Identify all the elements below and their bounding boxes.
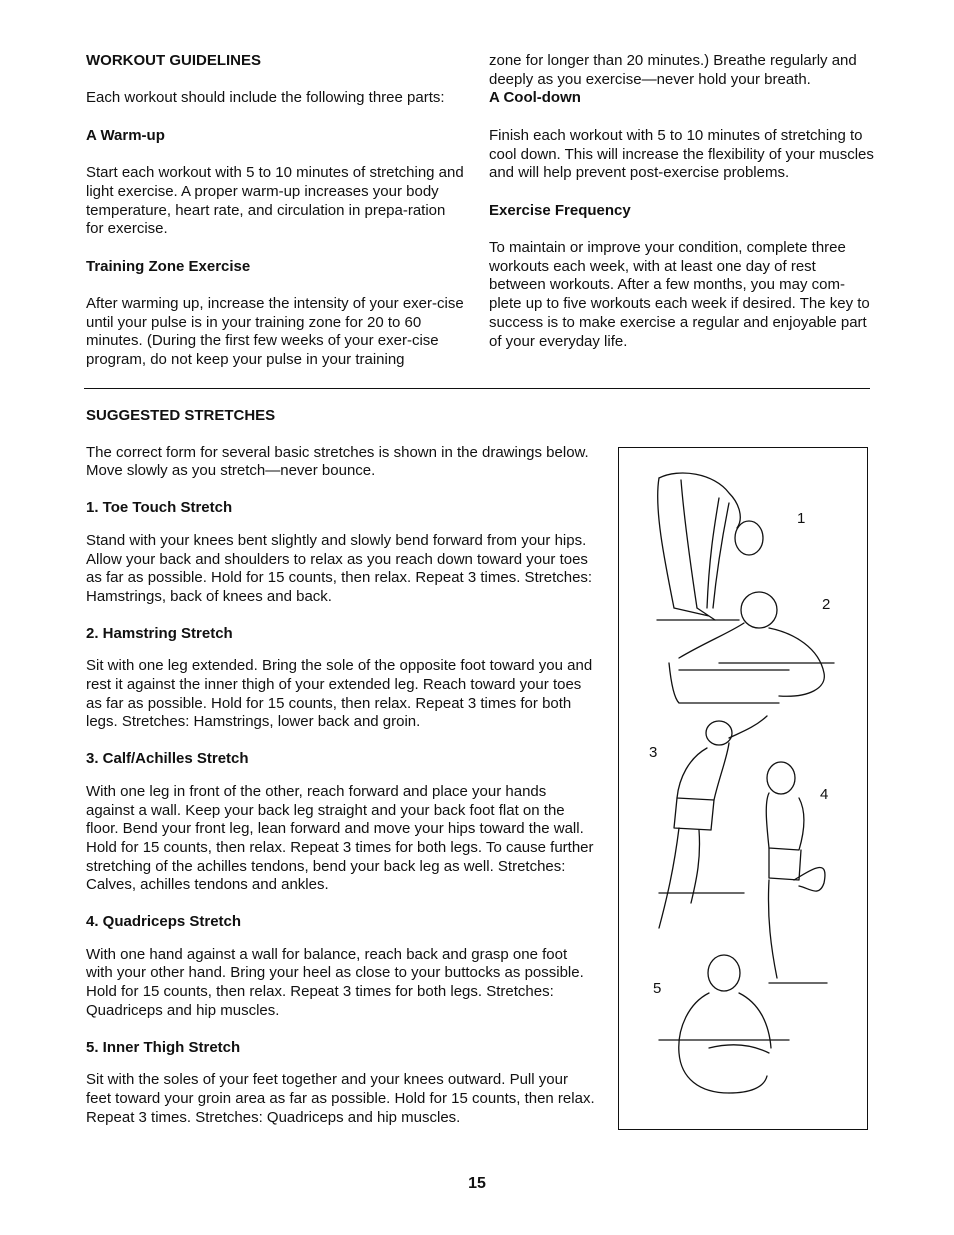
stretches-section xyxy=(86,407,596,1127)
figure-label-5: 5 xyxy=(653,980,662,997)
calf-stretch-figure xyxy=(659,716,767,928)
inner-thigh-figure xyxy=(659,955,789,1093)
guidelines-left-column xyxy=(86,52,466,370)
warmup-heading: A Warm-up xyxy=(86,126,165,144)
warmup-text: Start each workout with 5 to 10 minutes of stretching and light exercise. A proper warm-up increases your body temperature, heart rate, and circulation in prepa-ration for exercise. xyxy=(86,164,464,238)
training-text-continued: zone for longer than 20 minutes.) Breathe regularly and deeply as you exercise—never hold your breath. xyxy=(489,52,857,88)
cooldown-text: Finish each workout with 5 to 10 minutes of stretching to cool down. This will increase the flexibility of your muscles and will help prevent post-exercise problems. xyxy=(489,126,874,182)
stretches-intro: The correct form for several basic stretches is shown in the drawings below. Move slowly as you stretch—never bounce. xyxy=(86,443,589,480)
figure-label-1: 1 xyxy=(797,510,806,527)
figure-label-3: 3 xyxy=(649,744,658,761)
cooldown-heading: A Cool-down xyxy=(489,89,581,107)
guidelines-title: WORKOUT GUIDELINES xyxy=(86,52,261,69)
frequency-heading: Exercise Frequency xyxy=(489,201,631,219)
stretch-text: With one leg in front of the other, reach forward and place your hands against a wall. Keep your back leg straight and your back foot flat on the floor. Bend your front leg, lean forward and move your hips toward the wall. Hold for 15 counts, then relax. Repeat 3 times for both legs. To cause further stretching of the achilles tendons, bend your back leg as well. Stretches: Calves, achilles tendons and ankles. xyxy=(86,782,594,894)
stretch-heading: 5. Inner Thigh Stretch xyxy=(86,1038,241,1056)
training-heading: Training Zone Exercise xyxy=(86,257,251,275)
stretch-heading: 3. Calf/Achilles Stretch xyxy=(86,750,249,768)
stretch-text: Sit with the soles of your feet together and your knees outward. Pull your feet toward your groin area as far as possible. Hold for 15 counts, then relax. Repeat 3 times. Stretches: Quadriceps and hip muscles. xyxy=(86,1071,595,1126)
guidelines-intro: Each workout should include the following three parts: xyxy=(86,89,445,107)
stretch-drawings xyxy=(619,448,867,1129)
frequency-text: To maintain or improve your condition, complete three workouts each week, with at least one day of rest between workouts. After a few months, you may com-plete up to five workouts each week if desired. The key to success is to make exercise a regular and enjoyable part of your everyday life. xyxy=(489,238,870,350)
quadriceps-figure xyxy=(766,762,827,983)
toe-touch-figure xyxy=(657,473,763,620)
figure-label-2: 2 xyxy=(822,596,831,613)
training-text: After warming up, increase the intensity of your exer-cise until your pulse is in your training zone for 20 to 60 minutes. (During the first few weeks of your exer-cise program, do not keep your pulse in your training xyxy=(86,295,464,369)
stretch-text: Stand with your knees bent slightly and slowly bend forward from your hips. Allow your back and shoulders to relax as you reach down toward your toes as far as possible. Hold for 15 counts, then relax. Repeat 3 times. Stretches: Hamstrings, back of knees and back. xyxy=(86,531,593,605)
stretch-text: Sit with one leg extended. Bring the sole of the opposite foot toward you and rest it against the inner thigh of your extended leg. Reach toward your toes as far as possible. Hold for 15 counts, then relax. Repeat 3 times for both legs. Stretches: Hamstrings, lower back and groin. xyxy=(86,657,593,731)
stretch-illustrations xyxy=(618,447,868,1130)
stretch-heading: 2. Hamstring Stretch xyxy=(86,624,233,642)
stretches-title: SUGGESTED STRETCHES xyxy=(86,407,276,424)
section-divider xyxy=(84,388,870,389)
stretch-heading: 4. Quadriceps Stretch xyxy=(86,913,242,931)
hamstring-figure xyxy=(669,592,834,703)
page-number: 15 xyxy=(468,1175,486,1192)
stretch-text: With one hand against a wall for balance, reach back and grasp one foot with your other hand. Bring your heel as close to your buttocks as possible. Hold for 15 counts, then relax. Repeat 3 times for both legs. Stretches: Quadriceps and hip muscles. xyxy=(86,945,584,1019)
guidelines-right-column xyxy=(489,52,874,351)
figure-label-4: 4 xyxy=(820,786,829,803)
stretch-heading: 1. Toe Touch Stretch xyxy=(86,499,233,517)
